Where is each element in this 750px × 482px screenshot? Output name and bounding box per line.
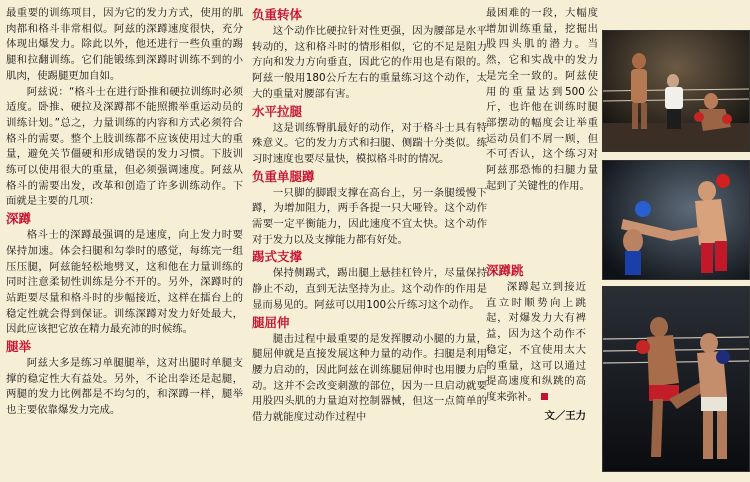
paragraph: 腿击过程中最重要的是发挥腰动小腿的力量，腿屈伸就是直接发展这种力量的动作。扫腿是利用腰力启动的，因此阿兹在训练腿屈伸时也用腰力启动。这并不会改变刺激的部位，因为一旦启动就要用股四头肌的力量迫对控制器械，但这一点简单的借力就能度过动作过程中	[252, 332, 487, 424]
text-column-2	[252, 6, 487, 426]
section-heading-weighted-twist: 负重转体	[252, 7, 303, 22]
paragraph: 这是训练臀肌最好的动作，对于格斗士具有特殊意义。它的发力方式和扫腿、侧踹十分类似。练习时速度也要尽量快，模拟格斗时的情况。	[252, 121, 487, 165]
text-column-3	[486, 6, 598, 194]
section-heading-single-leg-squat: 负重单腿蹲	[252, 168, 315, 184]
paragraph	[486, 280, 586, 406]
paragraph-text: 深蹲起立到接近直立时顺势向上跳起，对爆发力大有裨益，因为这个动作不稳定，不宜使用太大的重量，这可以通过提高速度和纵跳的高度来弥补。	[486, 281, 586, 403]
photo-knee-strike	[602, 286, 750, 472]
photo-high-kick	[602, 160, 750, 280]
section-heading-leg-press: 腿举	[6, 339, 32, 355]
paragraph: 一只脚的脚跟支撑在高台上，另一条腿缓慢下蹲，为增加阻力，两手各提一只大哑铃。这个动作需要一定平衡能力，因此速度不宜太快。这个动作对于发力以及支撑能力都有好处。	[252, 186, 487, 246]
section-heading-kick-hold: 踢式支撑	[252, 249, 303, 265]
paragraph: 最重要的训练项目，因为它的发力方式，使用的肌肉都和格斗非常相似。阿兹的深蹲速度很快，充分体现出爆发力。除此以外，他还进行一些负重的踢腿和拉翻训练。它们能锻练到深蹲时训练不到的小肌肉，使踢腿更加自如。	[6, 7, 243, 82]
section-heading-horizontal-pull: 水平拉腿	[252, 103, 303, 119]
end-mark-icon	[541, 393, 548, 400]
paragraph: 格斗士的深蹲最强调的是速度，向上发力时要保持加速。体会扫腿和勾拳时的感觉，每练完一组压压腿，阿兹能轻松地劈叉，这和他在力量训练的同时注意柔韧性训练是分不开的。另外，深蹲时的站距要尽量和格斗时的步幅接近，这样在擂台上的稳定性就会得到保证。训练深蹲对发力好处最大，因此应该把它放在精力最充沛的时候练。	[6, 229, 243, 336]
section-heading-deep-squat: 深蹲	[6, 211, 32, 227]
section-heading-leg-extension: 腿屈伸	[252, 314, 290, 330]
section-heading-jump-squat: 深蹲跳	[486, 263, 524, 278]
paragraph: 最困难的一段，大幅度增加训练重量，挖掘出股四头肌的潜力。当然，它和实战中的发力是完全一致的。阿兹使用的重量达到500公斤，也许他在训练时腿部摆动的幅度会让举重运动员们不屑一顾，但不可否认，这个练习对阿兹那恐怖的扫腿力量起到了关键性的作用。	[486, 7, 598, 192]
text-column-3-lower	[486, 262, 586, 424]
byline: 文／王力	[544, 409, 586, 422]
paragraph: 这个动作比硬拉针对性更强，因为腰部是水平转动的，这和格斗时的情形相似，它的不足是阻力方向和发力方向垂直，因此它的作用也是有限的。阿兹一般用180公斤左右的重量练习这个动作，太大的重量对腰部有害。	[252, 25, 487, 100]
text-column-1	[6, 6, 243, 419]
photo-referee-knockdown	[602, 30, 750, 152]
paragraph: 阿兹大多是练习单腿腿举，这对出腿时单腿支撑的稳定性大有益处。另外，不论出拳还是起腿，两腿的发力比例都是不均匀的，和深蹲一样，腿举也主要依靠爆发力完成。	[6, 357, 243, 417]
paragraph: 保持侧踢式，踢出腿上悬挂杠铃片，尽量保持静止不动，直到无法坚持为止。这个动作的作用是显而易见的。阿兹可以用100公斤练习这个动作。	[252, 267, 487, 311]
paragraph: 阿兹说：“格斗士在进行卧推和硬拉训练时必须适度。卧推、硬拉及深蹲都不能照搬举重运动员的训练计划。”总之，力量训练的内容和方式必须符合格斗的需要。整个上肢训练都不应该使用过大的重量，避免关节僵硬和形成错误的发力习惯。下肢训练可以使用很大的重量，但必须强调速度。阿兹从格斗的需要出发，改革和创造了许多训练动作。下面就是主要的几项：	[6, 85, 243, 208]
photo-column	[600, 0, 750, 482]
